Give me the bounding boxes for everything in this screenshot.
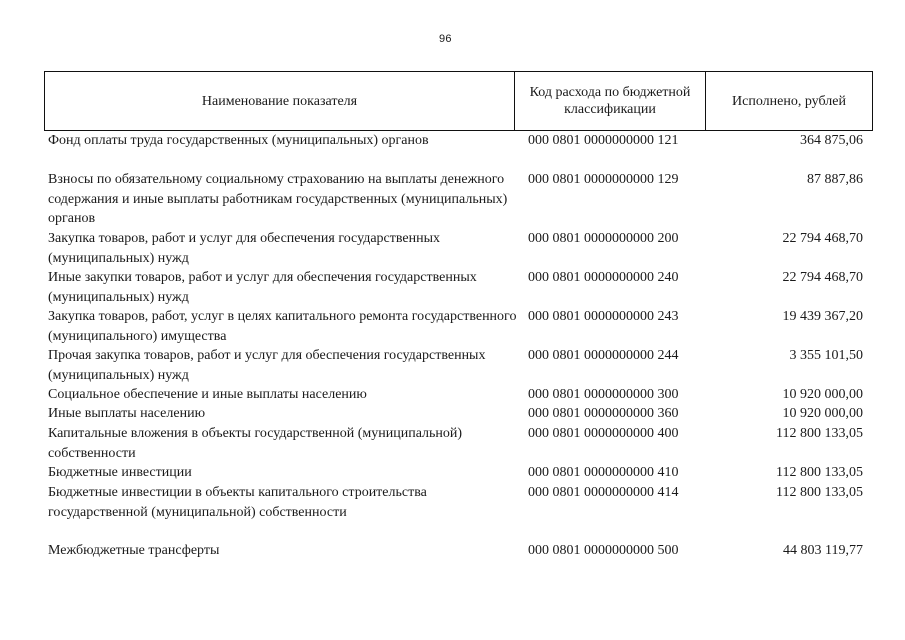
row-name: Закупка товаров, работ и услуг для обеспечения государственных (муниципальных) нужд xyxy=(48,231,441,266)
table-body xyxy=(44,0,873,640)
header-name: Наименование показателя xyxy=(45,72,515,130)
row-sum: 3 355 101,50 xyxy=(789,348,863,363)
row-sum: 87 887,86 xyxy=(807,172,863,187)
row-name: Капитальные вложения в объекты государственной (муниципальной) собственности xyxy=(48,426,463,461)
row-name: Иные закупки товаров, работ и услуг для обеспечения государственных (муниципальных) нужд xyxy=(48,270,477,305)
row-code: 000 0801 0000000000 129 xyxy=(528,172,679,187)
row-name: Социальное обеспечение и иные выплаты населению xyxy=(48,387,367,402)
row-sum: 364 875,06 xyxy=(800,133,863,148)
row-code: 000 0801 0000000000 360 xyxy=(528,406,679,421)
row-name: Межбюджетные трансферты xyxy=(48,543,220,558)
row-code: 000 0801 0000000000 240 xyxy=(528,270,679,285)
row-sum: 112 800 133,05 xyxy=(776,426,863,441)
row-sum: 112 800 133,05 xyxy=(776,465,863,480)
header-code: Код расхода по бюджетной классификации xyxy=(515,72,706,130)
row-name: Фонд оплаты труда государственных (муниципальных) органов xyxy=(48,133,429,148)
row-sum: 22 794 468,70 xyxy=(782,270,863,285)
row-sum: 10 920 000,00 xyxy=(782,387,863,402)
row-code: 000 0801 0000000000 200 xyxy=(528,231,679,246)
row-code: 000 0801 0000000000 500 xyxy=(528,543,679,558)
row-name: Закупка товаров, работ, услуг в целях капитального ремонта государственного (муниципального) имущества xyxy=(48,309,517,344)
row-name: Бюджетные инвестиции в объекты капитального строительства государственной (муниципальной) собственности xyxy=(48,485,427,520)
row-name: Иные выплаты населению xyxy=(48,406,206,421)
page-number: 96 xyxy=(439,33,452,45)
row-name: Взносы по обязательному социальному страхованию на выплаты денежного содержания и иные выплаты работникам государственных (муниципальных) органов xyxy=(48,172,508,226)
row-sum: 112 800 133,05 xyxy=(776,485,863,500)
row-sum: 44 803 119,77 xyxy=(783,543,863,558)
row-code: 000 0801 0000000000 244 xyxy=(528,348,679,363)
row-sum: 19 439 367,20 xyxy=(782,309,863,324)
row-code: 000 0801 0000000000 300 xyxy=(528,387,679,402)
row-code: 000 0801 0000000000 243 xyxy=(528,309,679,324)
row-name: Бюджетные инвестиции xyxy=(48,465,192,480)
header-sum: Исполнено, рублей xyxy=(732,93,846,109)
row-sum: 10 920 000,00 xyxy=(782,406,863,421)
row-code: 000 0801 0000000000 414 xyxy=(528,485,679,500)
row-sum: 22 794 468,70 xyxy=(782,231,863,246)
row-code: 000 0801 0000000000 410 xyxy=(528,465,679,480)
row-name: Прочая закупка товаров, работ и услуг для обеспечения государственных (муниципальных) нужд xyxy=(48,348,486,383)
row-code: 000 0801 0000000000 400 xyxy=(528,426,679,441)
row-code: 000 0801 0000000000 121 xyxy=(528,133,679,148)
